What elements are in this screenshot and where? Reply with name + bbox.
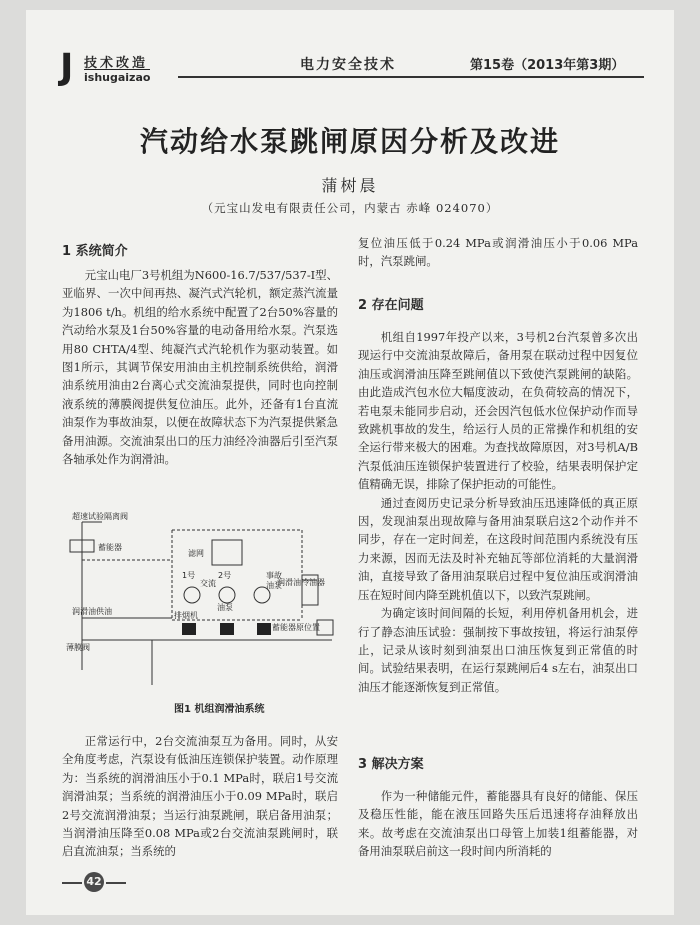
paragraph: 元宝山电厂3号机组为N600-16.7/537/537-I型、亚临界、一次中间再热、凝汽式汽轮机，额定蒸汽流量为1806 t/h。机组的给水系统中配置了2台50%容量的汽动给水泵及1台50%容量的电动备用给水泵。汽泵选用80 CHTA/4型、纯凝汽式汽轮机作为驱动装置。如图1所示，其调节保安用油由主机控制系统供给，润滑油系统用油由2台离心式交流油泵提供，同时也向控制液系统的薄膜阀提供复位油压。此外，还备有1台直流油泵作为事故油泵，以便在故障状态下为汽泵提供紧急备用油源。交流油泵出口的压力油经冷油器后引至汽泵各轴承处作为润滑油。: [62, 268, 338, 467]
label-oil-pump-2: 油泵: [217, 603, 233, 612]
filter-shape: [212, 540, 242, 565]
pump-2-shape: [219, 587, 235, 603]
section-2-heading: 2 存在问题: [358, 298, 424, 313]
label-accumulator: 蓄能器: [98, 543, 122, 552]
label-relief-valve: 超速试验隔离阀: [72, 512, 128, 521]
tank-blocks: [182, 623, 271, 635]
lube-oil-system-figure: [62, 510, 338, 695]
journal-logo-en: ishugaizao: [84, 71, 151, 84]
article-affiliation: （元宝山发电有限责任公司，内蒙古 赤峰 024070）: [201, 201, 499, 215]
journal-logo-cn: 技术改造: [84, 56, 149, 71]
left-column-top: [62, 266, 338, 468]
right-column: [358, 234, 638, 271]
pump-1-shape: [184, 587, 200, 603]
paragraph: 机组自1997年投产以来，3号机2台汽泵曾多次出现运行中交流油泵故障后，备用泵在联动过程中因复位油压或润滑油压降至跳闸值以下致使汽泵跳闸的缺陷。由此造成汽包水位大幅度波动，在负荷较高的情况下，若电泵未能同步启动，还会因汽包低水位保护动作而导致跳机事故的发生，给运行人员的正常操作和机组的安全运行带来极大的困难。为查找故障原因，对3号机A/B汽泵低油压连锁保护装置进行了校验，结果表明保护定值精确无误，排除了保护拒动的可能性。: [358, 330, 638, 492]
label-lube-supply: 润滑油供油: [72, 607, 112, 616]
label-pump-dc: 事故: [266, 571, 282, 580]
label-lube-cooler: 润滑油冷油器: [277, 578, 325, 587]
paragraph: 正常运行中，2台交流油泵互为备用。同时，从安全角度考虑，汽泵设有低油压连锁保护装置。动作原理为：当系统的润滑油压小于0.1 MPa时，联启1号交流润滑油泵；当系统的润滑油压小于0.09 MPa时，联启2号交流润滑油泵；当运行油泵跳闸，联启备用油泵；当润滑油压降至0.08 MPa或2台交流油泵跳闸时，联启直流油泵；当系统的: [62, 734, 338, 859]
masthead: [26, 10, 674, 88]
right-column-s2: [358, 328, 638, 696]
paragraph: 为确定该时间间隔的长短，利用停机备用机会，进行了静态油压试验：强制按下事故按钮，将运行油泵停止，记录从该时刻到油泵出口油压恢复到正常值的时间。试验结果表明，在运行泵跳闸后4 s左右，油泵出口油压才能逐渐恢复到正常值。: [358, 606, 638, 694]
left-column-bottom: [62, 732, 338, 861]
paragraph: 通过查阅历史记录分析导致油压迅速降低的真正原因，发现油泵出现故障与备用油泵联启这2个动作并不同步，存在一定时间差，在这段时间范围内系统没有压力来源，因而无法及时补充轴瓦等部位消耗的大量润滑油，直接导致了备用油泵联启过程中复位油压或润滑油压在短时间内降至跳机值以下，以致汽泵跳闸。: [358, 495, 638, 602]
label-drain-tank: 排烟机: [174, 611, 198, 620]
figure-caption: 图1 机组润滑油系统: [174, 704, 265, 715]
article-author: 蒲树晨: [321, 176, 379, 195]
header-rule: [178, 76, 644, 78]
paragraph: 复位油压低于0.24 MPa或润滑油压小于0.06 MPa时，汽泵跳闸。: [358, 236, 638, 269]
section-1-heading: 1 系统简介: [62, 244, 128, 259]
article-title: 汽动给水泵跳闸原因分析及改进: [139, 125, 560, 158]
label-filter: 滤网: [188, 549, 204, 558]
label-pump-2: 2号: [218, 571, 232, 580]
page-number-rule-right: [106, 882, 126, 884]
label-diaphragm-valve: 薄膜阀: [66, 643, 90, 652]
journal-page: [26, 10, 674, 915]
right-column-s3: [358, 787, 638, 861]
section-3-heading: 3 解决方案: [358, 757, 424, 772]
label-oil-pump: 油泵: [266, 581, 282, 590]
paragraph: 作为一种储能元件，蓄能器具有良好的储能、保压及稳压性能，能在液压回路失压后迅速将存油释放出来。故考虑在交流油泵出口母管上加装1组蓄能器，对备用油泵联启前这一段时间内所消耗的: [358, 789, 638, 859]
issue-info: 第15卷（2013年第3期）: [470, 58, 625, 73]
label-accum-reset: 蓄能器原位置: [272, 623, 320, 632]
journal-logo-letter: J: [60, 47, 74, 88]
page-number-rule-left: [62, 882, 82, 884]
label-pump-ac: 交流: [200, 579, 216, 588]
label-pump-1: 1号: [182, 571, 196, 580]
page-number: 42: [84, 872, 104, 892]
column-title: 电力安全技术: [300, 57, 396, 73]
